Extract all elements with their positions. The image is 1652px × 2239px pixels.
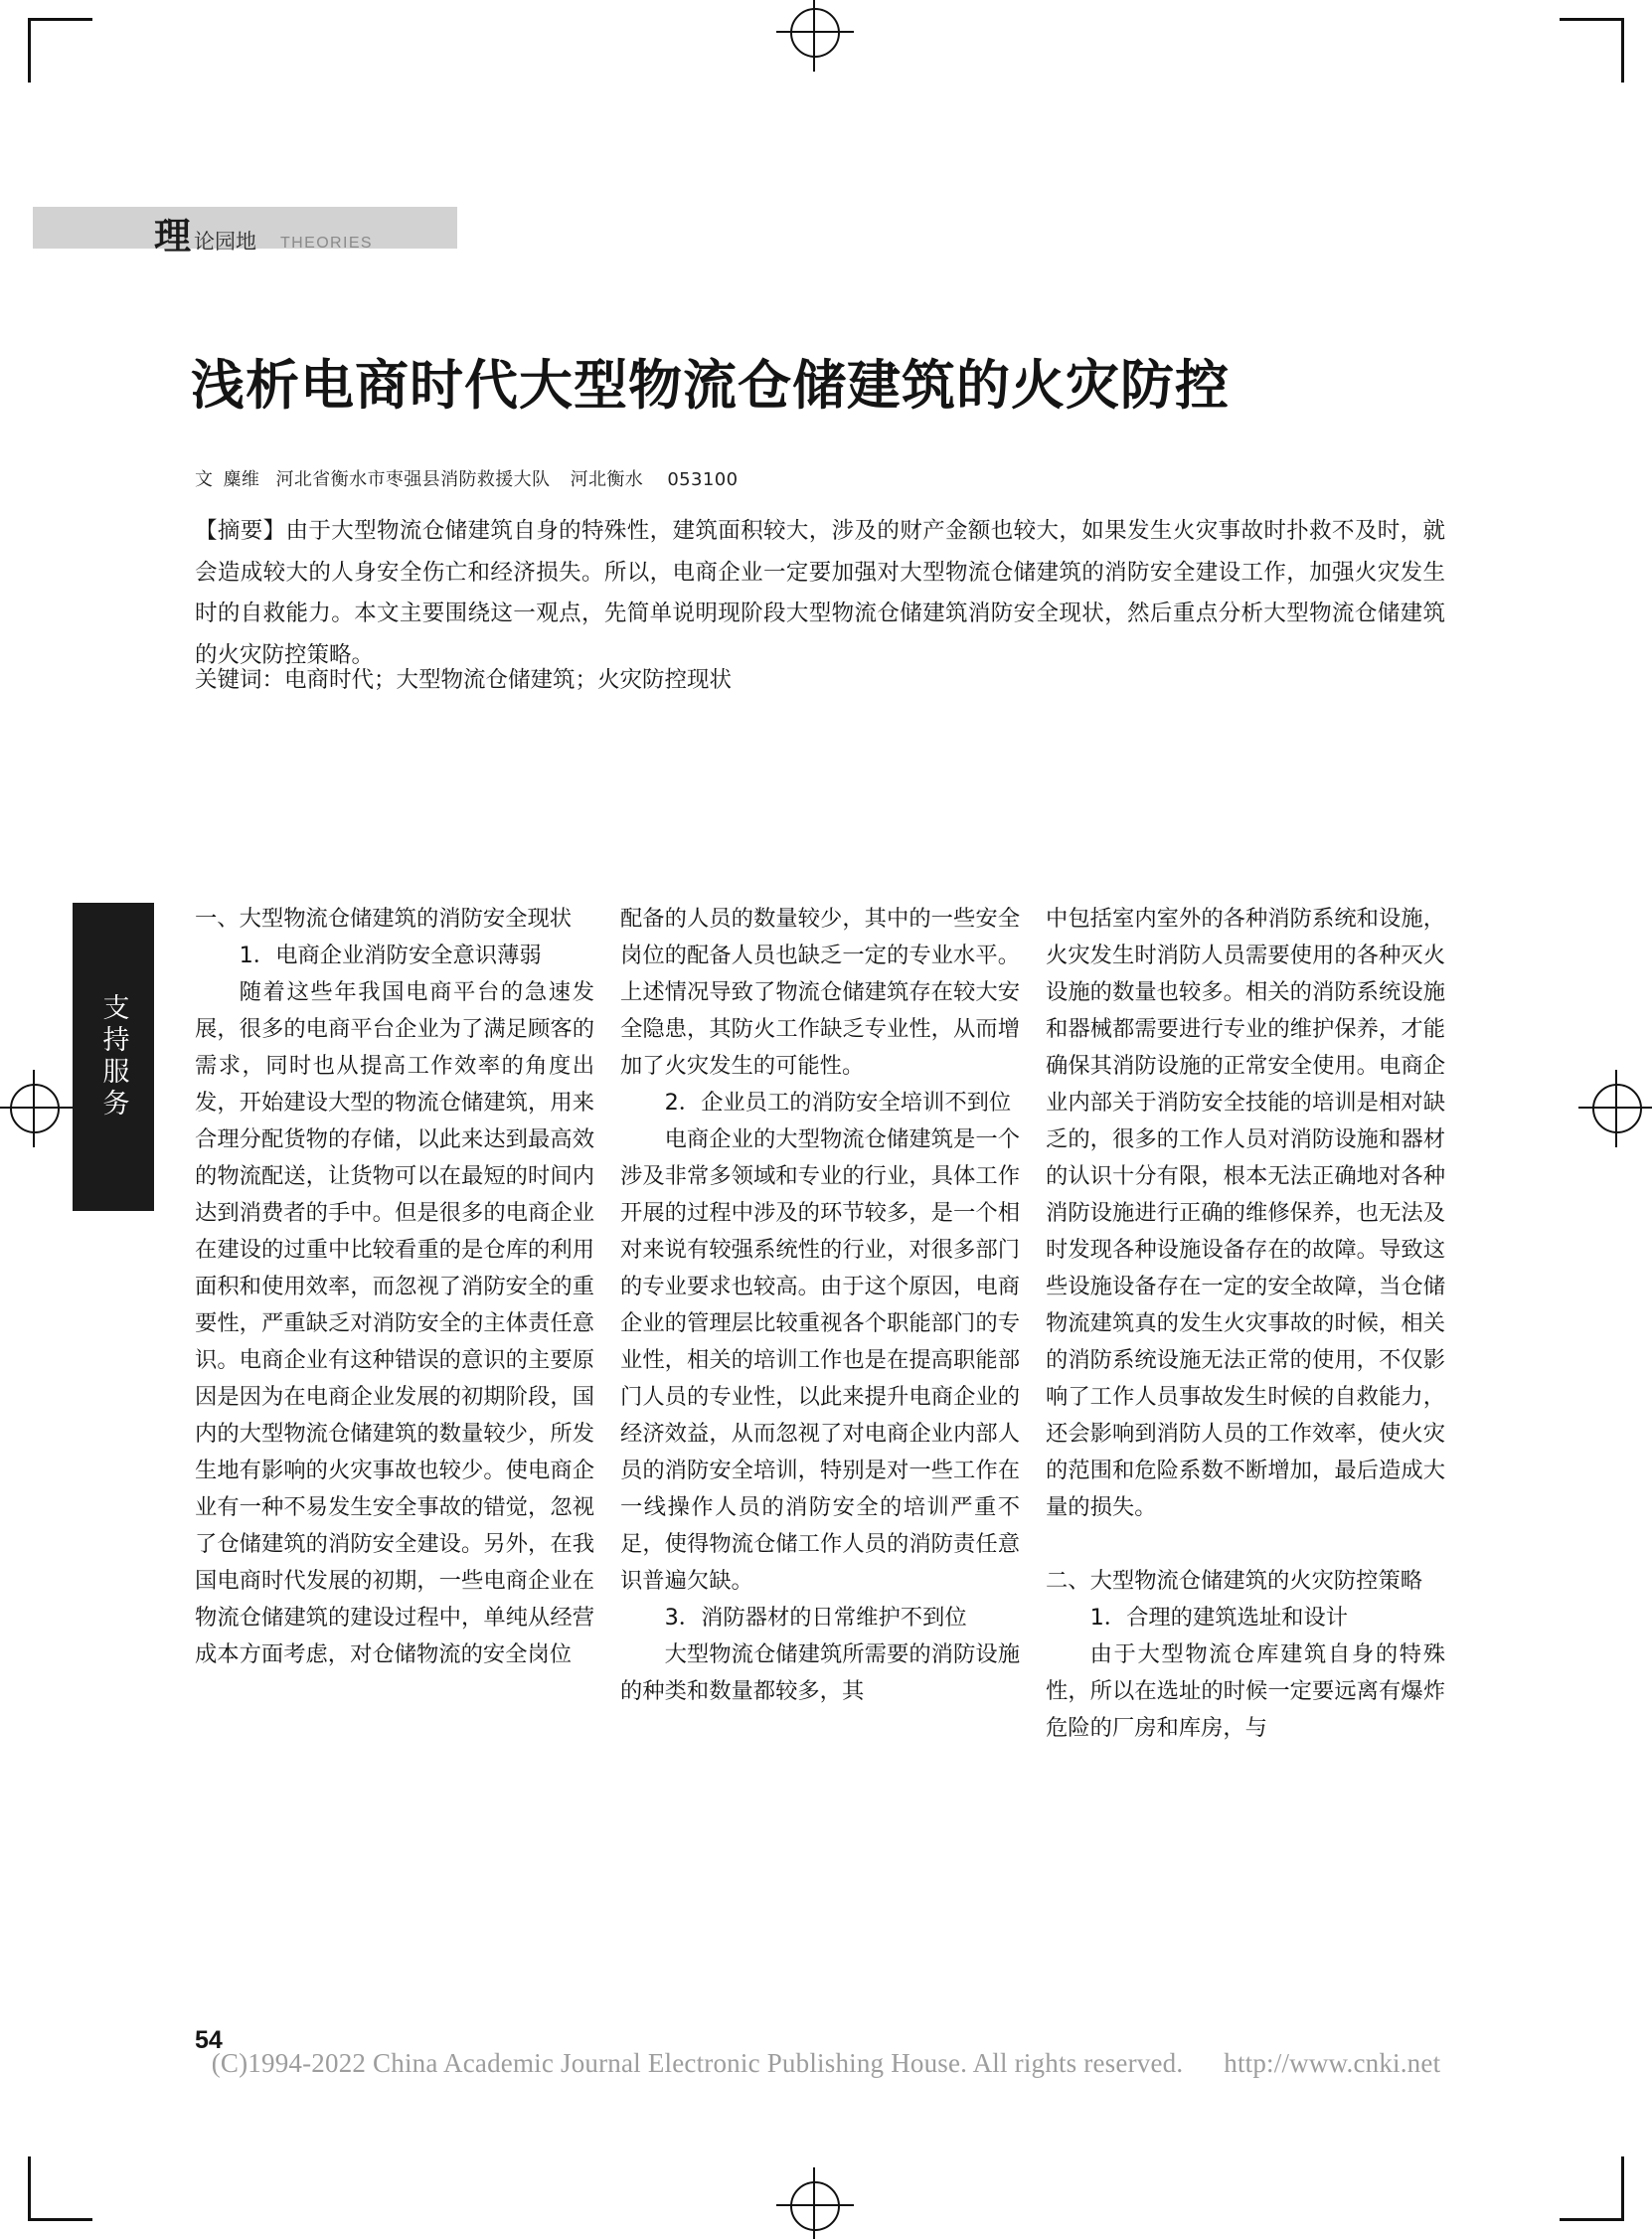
- body-paragraph: 1．合理的建筑选址和设计: [1089, 1605, 1349, 1632]
- side-tab-label: 支持服务: [97, 993, 129, 1120]
- article-body: [195, 901, 1445, 2026]
- section-header-label: [154, 197, 373, 258]
- registration-mark-top-icon: [790, 8, 840, 58]
- crop-mark-bottom-left: [28, 2156, 92, 2221]
- side-tab: [73, 903, 154, 1211]
- crop-mark-top-left: [28, 18, 92, 83]
- registration-mark-bottom-icon: [790, 2181, 840, 2231]
- article-abstract: 【摘要】由于大型物流仓储建筑自身的特殊性，建筑面积较大，涉及的财产金额也较大，如果发生火灾事故时扑救不及时，就会造成较大的人身安全伤亡和经济损失。所以，电商企业一定要加强对大型物流仓储建筑的消防安全建设工作，加强火灾发生时的自救能力。本文主要围绕这一观点，先简单说明现阶段大型物流仓储建筑消防安全现状，然后重点分析大型物流仓储建筑的火灾防控策略。: [195, 518, 1445, 668]
- byline-postcode: 053100: [667, 469, 739, 490]
- article-keywords: 关键词：电商时代；大型物流仓储建筑；火灾防控现状: [195, 667, 733, 693]
- body-paragraph: 3．消防器材的日常维护不到位: [664, 1605, 967, 1631]
- page-number: 54: [195, 2026, 223, 2054]
- section-header-secondary: 论园地: [194, 230, 256, 254]
- registration-mark-right-icon: [1592, 1084, 1642, 1133]
- body-paragraph: 电商企业的大型物流仓储建筑是一个涉及非常多领域和专业的行业，具体工作开展的过程中涉及的环节较多，是一个相对来说有较强系统性的行业，对很多部门的专业要求也较高。由于这个原因，电商企业的管理层比较重视各个职能部门的专业性，相关的培训工作也是在提高职能部门人员的专业性，以此来提升电商企业的经济效益，从而忽视了对电商企业内部人员的消防安全培训，特别是对一些工作在一线操作人员的消防安全的培训严重不足，使得物流仓储工作人员的消防责任意识普遍欠缺。: [620, 1126, 1020, 1594]
- body-column-3: [1046, 901, 1445, 2026]
- body-paragraph: 二、大型物流仓储建筑的火灾防控策略: [1046, 1568, 1423, 1595]
- body-column-1: [195, 901, 594, 2026]
- copyright-notice: [0, 2048, 1652, 2079]
- section-header-primary: 理: [154, 215, 191, 258]
- cnki-url: http://www.cnki.net: [1224, 2048, 1441, 2078]
- body-paragraph: 1．电商企业消防安全意识薄弱: [239, 943, 542, 968]
- body-paragraph: 中包括室内室外的各种消防系统和设施，火灾发生时消防人员需要使用的各种灭火设施的数量也较多。相关的消防系统设施和器械都需要进行专业的维护保养，才能确保其消防设施的正常安全使用。电商企业内部关于消防安全技能的培训是相对缺乏的，很多的工作人员对消防设施和器材的认识十分有限，根本无法正确地对各种消防设施进行正确的维修保养，也无法及时发现各种设施设备存在的故障。导致这些设施设备存在一定的安全故障，当仓储物流建筑真的发生火灾事故的时候，相关的消防系统设施无法正常的使用，不仅影响了工作人员事故发生时候的自救能力，还会影响到消防人员的工作效率，使火灾的范围和危险系数不断增加，最后造成大量的损失。: [1046, 906, 1445, 1520]
- body-column-2: [620, 901, 1020, 2026]
- section-header-english: THEORIES: [280, 235, 373, 252]
- byline-location: 河北衡水: [570, 469, 644, 490]
- crop-mark-bottom-right: [1560, 2156, 1624, 2221]
- body-paragraph: 配备的人员的数量较少，其中的一些安全岗位的配备人员也缺乏一定的专业水平。上述情况导致了物流仓储建筑存在较大安全隐患，其防火工作缺乏专业性，从而增加了火灾发生的可能性。: [620, 906, 1020, 1079]
- registration-mark-left-icon: [10, 1084, 60, 1133]
- byline-affiliation: 河北省衡水市枣强县消防救援大队: [275, 469, 551, 490]
- body-paragraph: 随着这些年我国电商平台的急速发展，很多的电商平台企业为了满足顾客的需求，同时也从提高工作效率的角度出发，开始建设大型的物流仓储建筑，用来合理分配货物的存储，以此来达到最高效的物流配送，让货物可以在最短的时间内达到消费者的手中。但是很多的电商企业在建设的过重中比较看重的是仓库的利用面积和使用效率，而忽视了消防安全的重要性，严重缺乏对消防安全的主体责任意识。电商企业有这种错误的意识的主要原因是因为在电商企业发展的初期阶段，国内的大型物流仓储建筑的数量较少，所发生地有影响的火灾事故也较少。使电商企业有一种不易发生安全事故的错觉，忽视了仓储建筑的消防安全建设。另外，在我国电商时代发展的初期，一些电商企业在物流仓储建筑的建设过程中，单纯从经营成本方面考虑，对仓储物流的安全岗位: [195, 979, 594, 1667]
- copyright-text: (C)1994-2022 China Academic Journal Electronic Publishing House. All rights reserved.: [211, 2048, 1184, 2078]
- body-paragraph: 一、大型物流仓储建筑的消防安全现状: [195, 906, 573, 932]
- crop-mark-top-right: [1560, 18, 1624, 83]
- byline-author: 麋维: [223, 469, 260, 490]
- body-paragraph: 由于大型物流仓库建筑自身的特殊性，所以在选址的时候一定要远离有爆炸危险的厂房和库房，与: [1046, 1641, 1445, 1742]
- article-title: 浅析电商时代大型物流仓储建筑的火灾防控: [191, 354, 1230, 417]
- body-paragraph: 大型物流仓储建筑所需要的消防设施的种类和数量都较多，其: [620, 1641, 1020, 1704]
- byline-label: 文: [195, 469, 214, 490]
- article-byline: [195, 465, 738, 491]
- body-paragraph: 2．企业员工的消防安全培训不到位: [664, 1090, 1012, 1116]
